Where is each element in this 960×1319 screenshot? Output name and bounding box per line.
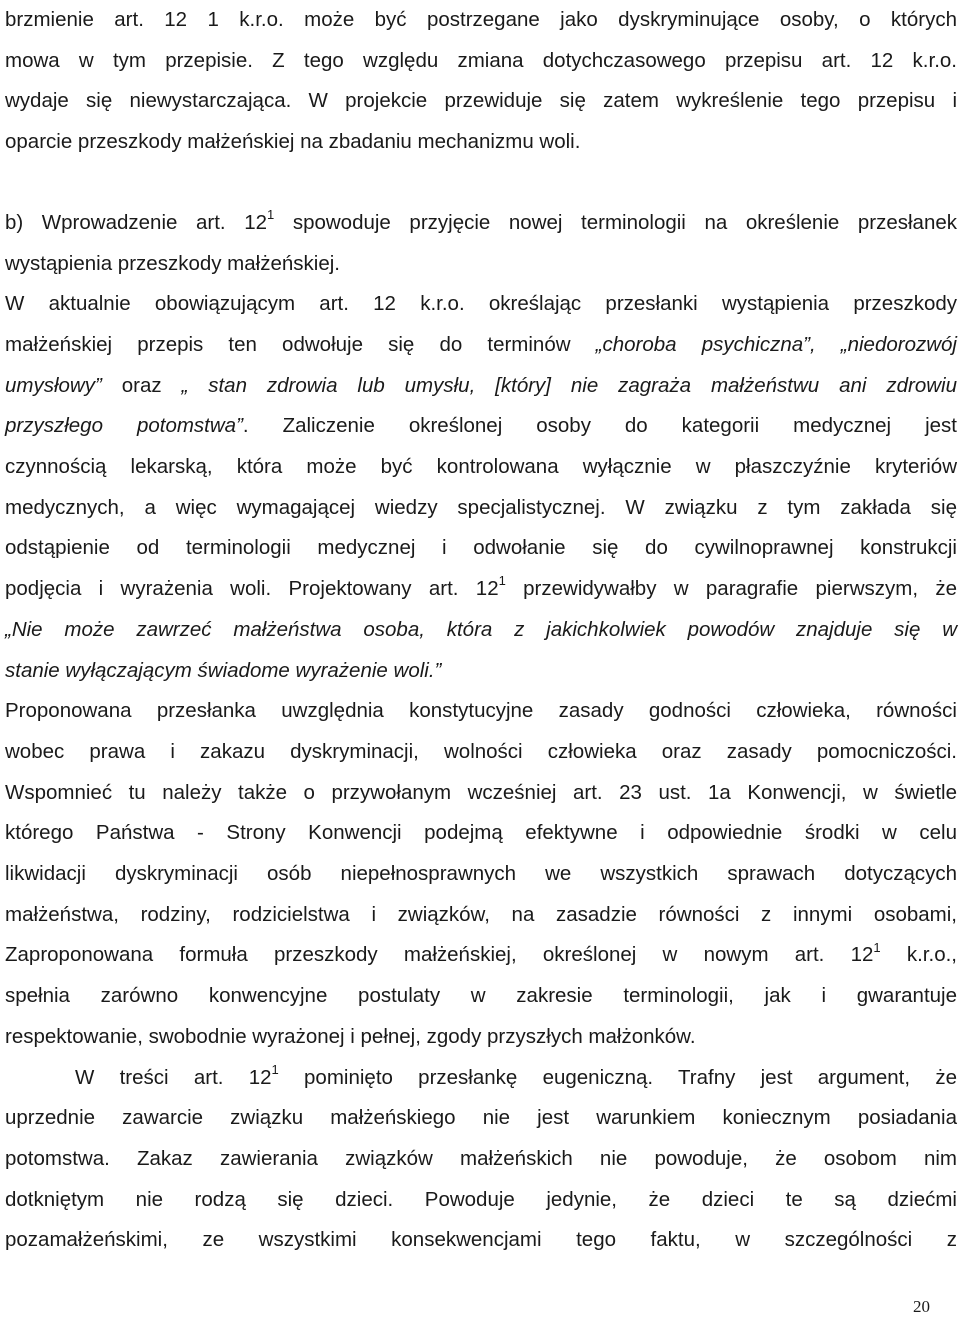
superscript: 1 bbox=[498, 573, 506, 589]
italic-term: umysłowy” bbox=[5, 373, 102, 397]
text-line: wydaje się niewystarczająca. W projekcie przewiduje się zatem wykreślenie tego przepisu i bbox=[5, 89, 957, 113]
paragraph-4 bbox=[5, 691, 957, 935]
text-line: uprzednie zawarcie związku małżeńskiego nie jest warunkiem koniecznym posiadania bbox=[5, 1106, 957, 1130]
superscript: 1 bbox=[267, 206, 275, 222]
document-page bbox=[5, 0, 957, 1261]
paragraph-3 bbox=[5, 284, 957, 691]
text-line: brzmienie art. 12 1 k.r.o. może być postrzegane jako dyskryminujące osoby, o których bbox=[5, 8, 957, 31]
text-line: mowa w tym przepisie. Z tego względu zmiana dotychczasowego przepisu art. 12 k.r.o. bbox=[5, 48, 957, 72]
text-line: którego Państwa - Strony Konwencji podejmą efektywne i odpowiednie środki w celu bbox=[5, 821, 957, 845]
text-run: podjęcia i wyrażenia woli. Projektowany art. 12 bbox=[5, 577, 499, 601]
text-run: pominięto przesłankę eugeniczną. Trafny jest argument, że bbox=[278, 1065, 957, 1089]
italic-term: „ stan zdrowia lub umysłu, [który] nie zagraża małżeństwu ani zdrowiu bbox=[181, 373, 957, 397]
page-number: 20 bbox=[913, 1297, 930, 1316]
text-run: małżeńskiej przepis ten odwołuje się do terminów bbox=[5, 332, 596, 356]
paragraph-6 bbox=[5, 1058, 957, 1262]
text-line bbox=[5, 406, 957, 447]
text-line: oparcie przeszkody małżeńskiej na zbadaniu mechanizmu woli. bbox=[5, 130, 581, 154]
text-run: b) Wprowadzenie art. 12 bbox=[5, 210, 267, 234]
text-line bbox=[5, 935, 957, 976]
paragraph-gap bbox=[5, 163, 957, 203]
superscript: 1 bbox=[873, 939, 881, 955]
text-line: medycznych, a więc wymagającej wiedzy specjalistycznej. W związku z tym zakłada się bbox=[5, 495, 957, 519]
text-line: Proponowana przesłanka uwzględnia konstytucyjne zasady godności człowieka, równości bbox=[5, 699, 957, 723]
text-line bbox=[5, 569, 957, 610]
text-run: W treści art. 12 bbox=[75, 1065, 272, 1089]
text-line: wystąpienia przeszkody małżeńskiej. bbox=[5, 251, 340, 275]
text-line bbox=[5, 325, 957, 366]
text-line: respektowanie, swobodnie wyrażonej i pełnej, zgody przyszłych małżonków. bbox=[5, 1024, 696, 1048]
text-run: oraz bbox=[101, 373, 182, 397]
text-line: pozamałżeńskimi, ze wszystkimi konsekwencjami tego faktu, w szczególności z bbox=[5, 1228, 957, 1252]
text-line bbox=[5, 366, 957, 407]
text-line: małżeństwa, rodziny, rodzicielstwa i związków, na zasadzie równości z innymi osobami, bbox=[5, 902, 957, 926]
quoted-provision: „Nie może zawrzeć małżeństwa osoba, która z jakichkolwiek powodów znajduje się w bbox=[5, 617, 957, 641]
text-line: Wspomnieć tu należy także o przywołanym wcześniej art. 23 ust. 1a Konwencji, w świetle bbox=[5, 780, 957, 804]
superscript: 1 bbox=[271, 1061, 279, 1077]
text-run: k.r.o., bbox=[880, 943, 957, 967]
text-line: dotkniętym nie rodzą się dzieci. Powoduje jedynie, że dzieci te są dziećmi bbox=[5, 1187, 957, 1211]
text-run: Zaproponowana formuła przeszkody małżeńskiej, określonej w nowym art. 12 bbox=[5, 943, 874, 967]
text-line: odstąpienie od terminologii medycznej i odwołanie się do cywilnoprawnej konstrukcji bbox=[5, 536, 957, 560]
text-line: potomstwa. Zakaz zawierania związków małżeńskich nie powoduje, że osobom nim bbox=[5, 1146, 957, 1170]
text-run: . Zaliczenie określonej osoby do kategorii medycznej jest bbox=[242, 414, 957, 438]
text-run: spowoduje przyjęcie nowej terminologii na określenie przesłanek bbox=[274, 210, 957, 234]
italic-term: przyszłego potomstwa” bbox=[5, 414, 243, 438]
text-line: W aktualnie obowiązującym art. 12 k.r.o. określając przesłanki wystąpienia przeszkody bbox=[5, 292, 957, 316]
text-line bbox=[5, 203, 957, 244]
text-line: wobec prawa i zakazu dyskryminacji, wolności człowieka oraz zasady pomocniczości. bbox=[5, 739, 957, 763]
quoted-provision: stanie wyłączającym świadome wyrażenie woli.” bbox=[5, 658, 442, 682]
text-line: likwidacji dyskryminacji osób niepełnosprawnych we wszystkich sprawach dotyczących bbox=[5, 862, 957, 886]
text-line: czynnością lekarską, która może być kontrolowana wyłącznie w płaszczyźnie kryteriów bbox=[5, 455, 957, 479]
paragraph-5 bbox=[5, 935, 957, 1057]
text-run: przewidywałby w paragrafie pierwszym, że bbox=[505, 577, 958, 601]
text-line bbox=[5, 1058, 957, 1099]
italic-term: „choroba psychiczna”, „niedorozwój bbox=[595, 332, 957, 356]
paragraph-1 bbox=[5, 0, 957, 163]
paragraph-2 bbox=[5, 203, 957, 284]
text-line: spełnia zarówno konwencyjne postulaty w zakresie terminologii, jak i gwarantuje bbox=[5, 984, 957, 1008]
